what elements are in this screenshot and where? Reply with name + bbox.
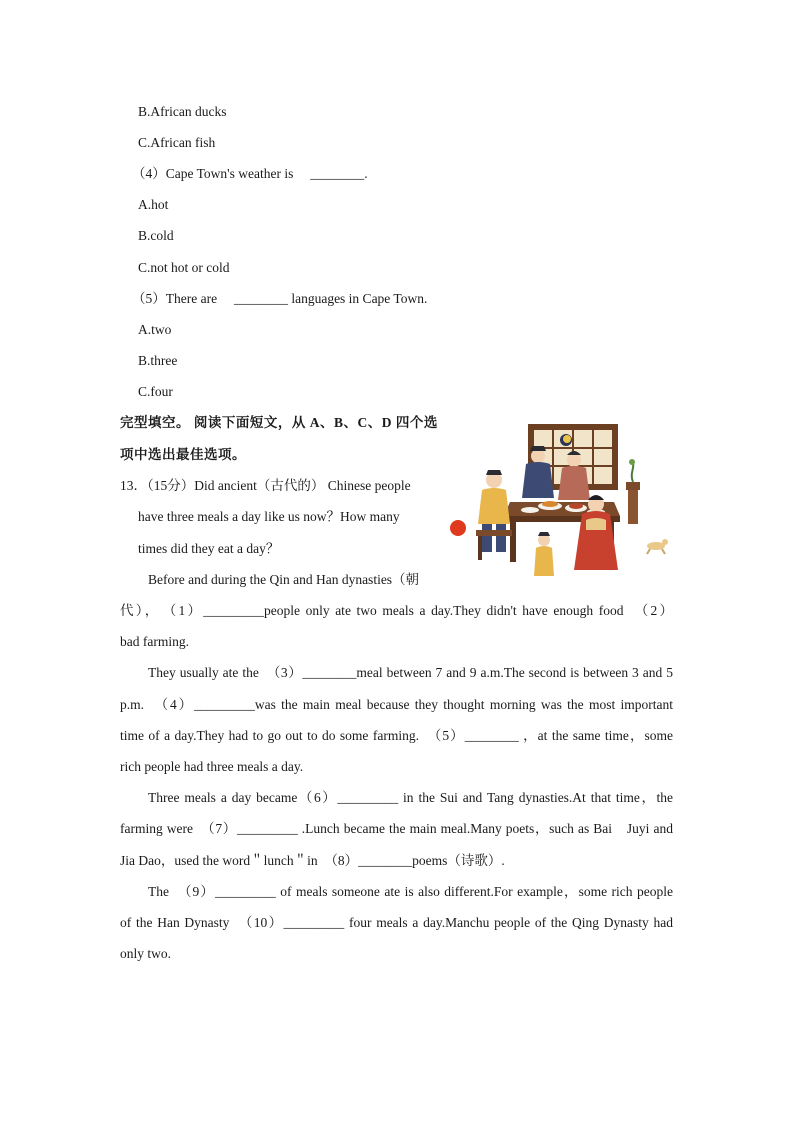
option-q3-b: B.African ducks bbox=[138, 104, 227, 119]
passage-p2-line4: rich people had three meals a day. bbox=[120, 759, 304, 774]
section-heading-line1: 完型填空。 阅读下面短文，从 A、B、C、D 四个选 bbox=[120, 415, 438, 430]
passage-p3-line2: farming were （7）_________ .Lunch became the main meal.Many poets，such as Bai Juyi and bbox=[120, 821, 673, 836]
passage-p1-line3: bad farming. bbox=[120, 634, 189, 649]
option-q4-a: A.hot bbox=[138, 197, 169, 212]
question-5-stem: （5）There are ________ languages in Cape Town. bbox=[132, 291, 428, 306]
family-meal-illustration bbox=[446, 420, 672, 590]
question-13-intro-line2: have three meals a day like us now？How many bbox=[138, 509, 400, 524]
section-heading-line2: 项中选出最佳选项。 bbox=[120, 447, 246, 462]
small-dog bbox=[647, 539, 668, 554]
passage-p1-line1: Before and during the Qin and Han dynasties（朝 bbox=[148, 572, 420, 587]
passage-p3-line3: Jia Dao，used the word＂lunch＂in （8）________poems（诗歌）. bbox=[120, 853, 505, 868]
man-yellow-robe bbox=[476, 470, 512, 560]
option-q4-b: B.cold bbox=[138, 228, 174, 243]
option-q5-b: B.three bbox=[138, 353, 178, 368]
question-4-stem: （4）Cape Town's weather is ________. bbox=[132, 166, 368, 181]
question-13-intro-line1: 13．（15分）Did ancient（古代的） Chinese people bbox=[120, 478, 411, 493]
option-q3-c: C.African fish bbox=[138, 135, 216, 150]
child bbox=[534, 532, 554, 576]
option-q4-c: C.not hot or cold bbox=[138, 260, 230, 275]
option-q5-c: C.four bbox=[138, 384, 173, 399]
passage-p4-line3: only two. bbox=[120, 946, 172, 961]
passage-p2-line3: time of a day.They had to go out to do some farming. （5）________ ，at the same time，some bbox=[120, 728, 673, 743]
lantern-ball bbox=[450, 520, 466, 536]
passage-p2-line1: They usually ate the （3）________meal between 7 and 9 a.m.The second is between 3 and 5 bbox=[148, 665, 673, 680]
passage-p1-line2: 代）， （1）_________people only ate two meals a day.They didn't have enough food （2） bbox=[120, 603, 673, 618]
question-13-intro-line3: times did they eat a day？ bbox=[138, 541, 280, 556]
passage-p2-line2: p.m. （4）_________was the main meal because they thought morning was the most important bbox=[120, 697, 673, 712]
option-q5-a: A.two bbox=[138, 322, 172, 337]
passage-p4-line2: of the Han Dynasty （10）_________ four meals a day.Manchu people of the Qing Dynasty had bbox=[120, 915, 673, 930]
passage-p3-line1: Three meals a day became（6）_________ in the Sui and Tang dynasties.At that time，the bbox=[148, 790, 673, 805]
passage-p4-line1: The （9）_________ of meals someone ate is also different.For example，some rich people bbox=[148, 884, 673, 899]
flower-stand bbox=[626, 459, 640, 524]
